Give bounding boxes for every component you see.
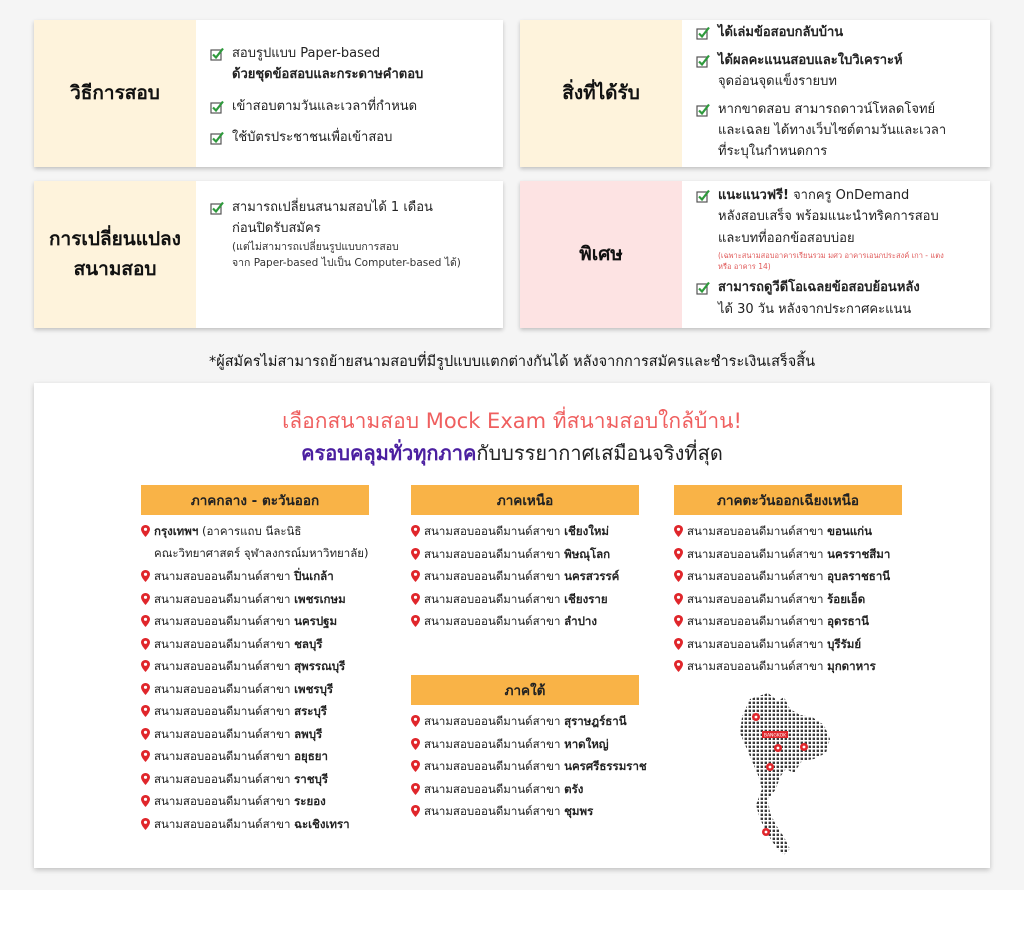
benefits-item — [696, 22, 980, 43]
special-body — [682, 181, 990, 328]
location-pin-icon — [674, 525, 683, 537]
location-pin-icon — [674, 548, 683, 560]
location-pin-icon — [141, 660, 150, 672]
checkbox-checked-icon — [696, 189, 710, 203]
checkbox-checked-icon — [696, 54, 710, 68]
venue-branch: ชลบุรี — [294, 636, 323, 651]
venue-prefix: สนามสอบออนดีมานด์สาขา — [424, 714, 561, 728]
item-text-bold: ด้วยชุดข้อสอบและกระดาษคำตอบ — [232, 67, 424, 83]
venue-branch: นครสวรรค์ — [564, 569, 620, 583]
venue-prefix: สนามสอบออนดีมานด์สาขา — [154, 681, 291, 696]
location-pin-icon — [141, 818, 150, 830]
bangkok-label: BANGKOK — [763, 733, 787, 739]
location-pin-icon — [141, 773, 150, 785]
venue-item — [141, 772, 381, 795]
benefits-item — [696, 99, 980, 163]
venue-branch: ราชบุรี — [294, 771, 329, 786]
venue-prefix: สนามสอบออนดีมานด์สาขา — [687, 569, 824, 583]
venue-branch: หาดใหญ่ — [564, 736, 609, 751]
venue-branch: สุพรรณบุรี — [294, 659, 346, 673]
note-text-red: หรือ อาคาร 14) — [718, 262, 771, 272]
venue-branch: ขอนแก่น — [827, 524, 872, 538]
venue-prefix: สนามสอบออนดีมานด์สาขา — [154, 704, 291, 718]
venue-prefix: สนามสอบออนดีมานด์สาขา — [154, 636, 291, 651]
thailand-map-illustration — [728, 689, 838, 859]
exam-method-label: วิธีการสอบ — [34, 20, 196, 167]
venue-item-bangkok — [141, 524, 381, 569]
location-pin-icon — [411, 760, 420, 772]
venue-list-central — [141, 524, 381, 839]
map-pin-central — [766, 763, 774, 771]
benefits-item — [696, 50, 980, 93]
note-text: จาก Paper-based ไปเป็น Computer-based ได้) — [232, 256, 461, 269]
venue-branch: ชุมพร — [564, 804, 594, 818]
venue-prefix: สนามสอบออนดีมานด์สาขา — [424, 736, 561, 751]
location-pin-icon — [411, 593, 420, 605]
venue-prefix: สนามสอบออนดีมานด์สาขา — [687, 659, 824, 673]
map-pin-south — [762, 828, 770, 836]
item-text: และบทที่ออกข้อสอบบ่อย — [718, 230, 855, 246]
venue-branch: เชียงราย — [564, 591, 608, 606]
venue-branch: อยุธยา — [294, 749, 328, 763]
venue-branch: สุราษฎร์ธานี — [564, 714, 627, 728]
benefits-body — [682, 20, 990, 167]
venue-item — [674, 592, 934, 615]
page-footer-space — [0, 890, 1024, 950]
item-text: จุดอ่อนจุดแข็งรายบท — [718, 74, 837, 90]
venue-prefix: สนามสอบออนดีมานด์สาขา — [424, 524, 561, 538]
exam-method-card — [34, 20, 503, 167]
location-pin-icon — [674, 660, 683, 672]
venue-item — [411, 782, 651, 805]
checkbox-checked-icon — [210, 131, 224, 145]
venue-branch: พิษณุโลก — [564, 546, 611, 561]
benefits-card — [520, 20, 990, 167]
venue-item — [141, 682, 381, 705]
item-text: สอบรูปแบบ Paper-based — [232, 45, 381, 61]
change-venue-body — [196, 181, 503, 328]
venue-item — [411, 569, 651, 592]
item-text: หลังสอบเสร็จ พร้อมแนะนำทริคการสอบ — [718, 209, 939, 225]
location-pin-icon — [411, 615, 420, 627]
label-line: การเปลี่ยนแปลง — [49, 228, 181, 251]
venue-item — [674, 614, 934, 637]
venue-prefix: สนามสอบออนดีมานด์สาขา — [424, 759, 561, 773]
location-pin-icon — [674, 615, 683, 627]
item-text-bold: ได้ผลคะแนนสอบและใบวิเคราะห์ — [718, 52, 903, 68]
special-item — [696, 277, 980, 320]
special-label: พิเศษ — [520, 181, 682, 328]
region-header-northeast: ภาคตะวันออกเฉียงเหนือ — [674, 485, 902, 515]
region-header-north: ภาคเหนือ — [411, 485, 639, 515]
location-pin-icon — [674, 570, 683, 582]
venue-prefix: สนามสอบออนดีมานด์สาขา — [687, 614, 824, 628]
checkbox-checked-icon — [210, 47, 224, 61]
region-header-central: ภาคกลาง - ตะวันออก — [141, 485, 369, 515]
exam-method-item — [210, 127, 493, 148]
item-text-bold: ได้เล่มข้อสอบกลับบ้าน — [718, 25, 844, 41]
venue-prefix: สนามสอบออนดีมานด์สาขา — [687, 636, 824, 651]
location-pin-icon — [141, 795, 150, 807]
mock-exam-title: เลือกสนามสอบ Mock Exam ที่สนามสอบใกล้บ้าน! — [282, 409, 742, 433]
venue-item — [141, 704, 381, 727]
location-pin-icon — [411, 715, 420, 727]
location-pin-icon — [141, 683, 150, 695]
venue-branch: สระบุรี — [294, 704, 327, 718]
change-venue-card — [34, 181, 503, 328]
location-pin-icon — [411, 738, 420, 750]
location-pin-icon — [141, 525, 150, 537]
map-pin-north — [752, 713, 760, 721]
venue-item — [674, 637, 934, 660]
venue-item — [141, 569, 381, 592]
label-line: สนามสอบ — [73, 257, 157, 280]
venue-branch: นครปฐม — [294, 614, 338, 628]
venue-item — [411, 714, 651, 737]
special-item — [696, 185, 980, 273]
checkbox-checked-icon — [696, 281, 710, 295]
venue-branch: นครราชสีมา — [827, 546, 891, 561]
venue-prefix: สนามสอบออนดีมานด์สาขา — [424, 781, 561, 796]
exam-method-body — [196, 20, 503, 167]
venue-item — [141, 817, 381, 840]
venue-prefix: สนามสอบออนดีมานด์สาขา — [687, 524, 824, 538]
note-text: (แต่ไม่สามารถเปลี่ยนรูปแบบการสอบ — [232, 240, 399, 253]
venue-prefix: สนามสอบออนดีมานด์สาขา — [154, 614, 291, 628]
location-pin-icon — [141, 705, 150, 717]
location-pin-icon — [411, 805, 420, 817]
venue-branch: อุดรธานี — [827, 614, 869, 628]
venue-item — [674, 569, 934, 592]
venue-list-north — [411, 524, 651, 637]
venue-branch: ลำปาง — [564, 614, 597, 628]
venue-item — [411, 804, 651, 827]
location-pin-icon — [141, 728, 150, 740]
exam-method-item — [210, 96, 493, 117]
item-text: ใช้บัตรประชาชนเพื่อเข้าสอบ — [232, 129, 393, 145]
venue-branch: เพชรเกษม — [294, 591, 346, 606]
venue-prefix: สนามสอบออนดีมานด์สาขา — [424, 804, 561, 818]
venue-item — [141, 659, 381, 682]
exam-method-item — [210, 43, 493, 86]
venue-prefix: สนามสอบออนดีมานด์สาขา — [154, 771, 291, 786]
venue-prefix: สนามสอบออนดีมานด์สาขา — [687, 591, 824, 606]
venue-branch: บุรีรัมย์ — [827, 636, 862, 651]
subtitle-rest: กับบรรยากาศเสมือนจริงที่สุด — [476, 441, 723, 465]
venue-prefix: สนามสอบออนดีมานด์สาขา — [424, 546, 561, 561]
location-pin-icon — [674, 638, 683, 650]
checkbox-checked-icon — [210, 100, 224, 114]
location-pin-icon — [411, 548, 420, 560]
venue-list-south — [411, 714, 651, 827]
venue-item — [411, 759, 651, 782]
location-pin-icon — [141, 570, 150, 582]
venue-prefix: สนามสอบออนดีมานด์สาขา — [154, 591, 291, 606]
venue-item — [411, 737, 651, 760]
item-text: ที่ระบุในกำหนดการ — [718, 144, 828, 160]
checkbox-checked-icon — [696, 26, 710, 40]
venue-branch: นครศรีธรรมราช — [564, 759, 647, 773]
disclaimer-text: *ผู้สมัครไม่สามารถย้ายสนามสอบที่มีรูปแบบแตกต่างกันได้ หลังจากการสมัครและชำระเงินเสร็จสิ้น — [208, 354, 816, 370]
venue-branch: ลพบุรี — [294, 726, 323, 741]
location-pin-icon — [411, 570, 420, 582]
venue-item — [674, 524, 934, 547]
venue-item — [141, 637, 381, 660]
venue-prefix: สนามสอบออนดีมานด์สาขา — [154, 816, 291, 831]
item-text: ได้ 30 วัน หลังจากประกาศคะแนน — [718, 301, 912, 317]
venue-item — [141, 794, 381, 817]
venue-item — [411, 614, 651, 637]
map-pin-northeast — [800, 743, 808, 751]
venue-branch: อุบลราชธานี — [827, 569, 891, 583]
venue-item — [141, 592, 381, 615]
venue-prefix: สนามสอบออนดีมานด์สาขา — [424, 569, 561, 583]
mock-exam-subtitle — [34, 437, 990, 469]
venue-prefix: สนามสอบออนดีมานด์สาขา — [154, 794, 291, 808]
venue-branch: เพชรบุรี — [294, 681, 334, 696]
venue-prefix: สนามสอบออนดีมานด์สาขา — [687, 546, 824, 561]
subtitle-highlight: ครอบคลุมทั่วทุกภาค — [301, 441, 477, 465]
item-text-bold: แนะแนวฟรี! — [718, 188, 789, 204]
venue-prefix: สนามสอบออนดีมานด์สาขา — [154, 726, 291, 741]
item-text: และเฉลย ได้ทางเว็บไซต์ตามวันและเวลา — [718, 122, 947, 138]
venue-item — [411, 547, 651, 570]
venue-branch: ร้อยเอ็ด — [827, 591, 866, 606]
map-pin-bangkok — [774, 744, 782, 752]
benefits-label: สิ่งที่ได้รับ — [520, 20, 682, 167]
venue-branch: ระยอง — [294, 794, 326, 808]
venue-branch: ฉะเชิงเทรา — [294, 816, 350, 831]
change-venue-item — [210, 197, 493, 271]
venue-item — [674, 659, 934, 682]
venue-item — [674, 547, 934, 570]
venue-branch: เชียงใหม่ — [564, 524, 609, 538]
location-pin-icon — [674, 593, 683, 605]
venue-item — [411, 592, 651, 615]
venue-item — [141, 749, 381, 772]
venue-detail: (อาคารแถบ นีละนิธิ — [198, 524, 302, 538]
venue-prefix: สนามสอบออนดีมานด์สาขา — [154, 569, 291, 583]
location-pin-icon — [141, 638, 150, 650]
note-text-red: (เฉพาะสนามสอบอาคารเรียนรวม มศว อาคารเอนกประสงค์ เกา - แตง — [718, 251, 944, 261]
location-pin-icon — [141, 615, 150, 627]
venue-item — [411, 524, 651, 547]
item-text: เข้าสอบตามวันและเวลาที่กำหนด — [232, 98, 418, 114]
region-header-south: ภาคใต้ — [411, 675, 639, 705]
item-text: ก่อนปิดรับสมัคร — [232, 221, 321, 237]
venue-branch: ปิ่นเกล้า — [294, 569, 334, 583]
location-pin-icon — [411, 525, 420, 537]
location-pin-icon — [141, 593, 150, 605]
venue-prefix: สนามสอบออนดีมานด์สาขา — [154, 659, 291, 673]
venue-branch: มุกดาหาร — [827, 659, 876, 673]
item-text: หากขาดสอบ สามารถดาวน์โหลดโจทย์ — [718, 101, 936, 117]
venue-prefix: สนามสอบออนดีมานด์สาขา — [424, 591, 561, 606]
checkbox-checked-icon — [210, 201, 224, 215]
venue-item — [141, 727, 381, 750]
venue-list-northeast — [674, 524, 934, 682]
item-text: จากครู OnDemand — [788, 188, 910, 204]
venue-prefix: สนามสอบออนดีมานด์สาขา — [424, 614, 561, 628]
venue-prefix: สนามสอบออนดีมานด์สาขา — [154, 749, 291, 763]
location-pin-icon — [411, 783, 420, 795]
item-text-bold: สามารถดูวีดีโอเฉลยข้อสอบย้อนหลัง — [718, 280, 920, 296]
checkbox-checked-icon — [696, 103, 710, 117]
change-venue-label — [34, 181, 196, 328]
location-pin-icon — [141, 750, 150, 762]
venue-name: กรุงเทพฯ — [154, 524, 199, 538]
venue-detail: คณะวิทยาศาสตร์ จุฬาลงกรณ์มหาวิทยาลัย) — [154, 546, 369, 560]
venue-branch: ตรัง — [564, 781, 584, 796]
item-text: สามารถเปลี่ยนสนามสอบได้ 1 เดือน — [232, 200, 433, 215]
mock-exam-panel — [34, 383, 990, 868]
special-card — [520, 181, 990, 328]
venue-item — [141, 614, 381, 637]
